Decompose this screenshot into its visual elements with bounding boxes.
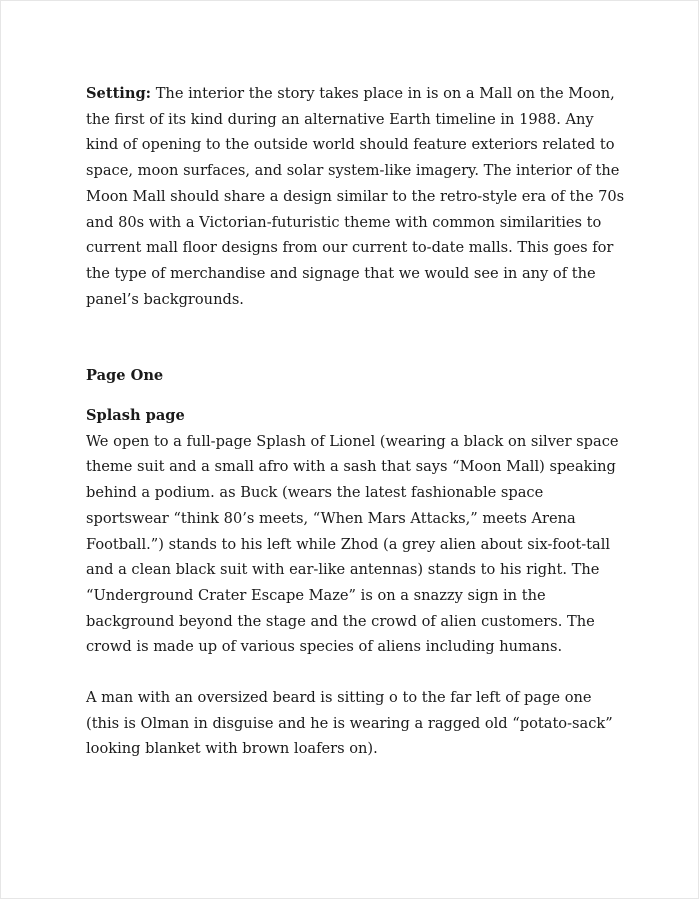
- splash-paragraph: We open to a full-page Splash of Lionel (wearing a black on silver space theme suit and a small afro with a sash that says “Moon Mall) speaking behind a podium. as Buck (wears the latest fashionable space sportswear “think 80’s meets, “When Mars Attacks,” meets Arena Football.”) stands to his left while Zhod (a grey alien about six-foot-tall and a clean black suit with ear-like antennas) stands to his right. The “Underground Crater Escape Maze” is on a snazzy sign in the background beyond the stage and the crowd of alien customers. The crowd is made up of various species of aliens including humans.: [86, 432, 619, 656]
- setting-text: The interior the story takes place in is on a Mall on the Moon, the first of its kind during an alternative Earth timeline in 1988. Any kind of opening to the outside world should feature exteriors related to space, moon surfaces, and solar system-like imagery. The interior of the Moon Mall should share a design similar to the retro-style era of the 70s and 80s with a Victorian-futuristic theme with common similarities to current mall floor designs from our current to-date malls. This goes for the type of merchandise and signage that we would see in any of the panel’s backgrounds.: [86, 85, 625, 308]
- setting-paragraph: [86, 81, 626, 312]
- setting-label: Setting:: [86, 85, 152, 102]
- document-body: [86, 81, 626, 762]
- page-heading: Page One: [86, 367, 164, 385]
- splash-heading: Splash page: [86, 407, 185, 425]
- olman-paragraph: A man with an oversized beard is sitting o to the far left of page one (this is Olman in disguise and he is wearing a ragged old “potato-sack” looking blanket with brown loafers on).: [86, 689, 613, 758]
